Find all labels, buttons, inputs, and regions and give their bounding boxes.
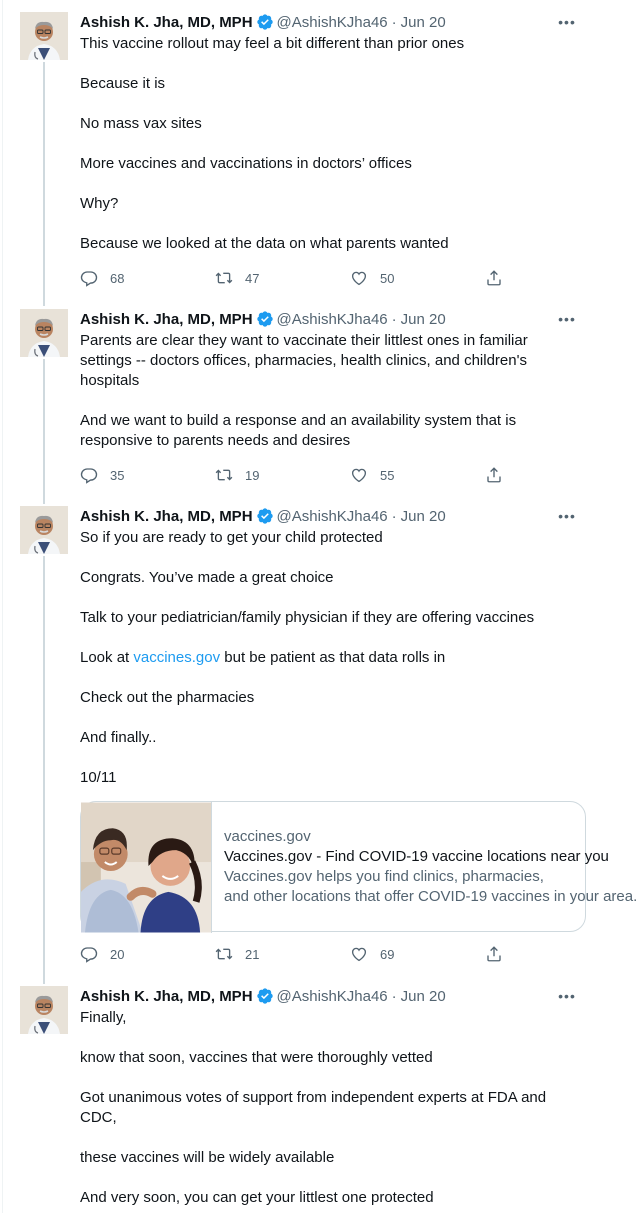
like-count: 50 bbox=[380, 270, 395, 286]
retweet-icon bbox=[215, 466, 233, 484]
link-preview-card[interactable] bbox=[80, 801, 637, 932]
tweet-text bbox=[80, 34, 557, 254]
tweet-header bbox=[80, 506, 577, 526]
reply-count: 35 bbox=[110, 467, 125, 483]
verified-badge-icon bbox=[256, 310, 274, 328]
retweet-icon bbox=[215, 945, 233, 963]
tweet-paragraph: Because it is bbox=[80, 75, 166, 92]
reply-count: 20 bbox=[110, 946, 125, 962]
author-handle[interactable]: @AshishKJha46 bbox=[276, 310, 388, 328]
reply-icon bbox=[80, 466, 98, 484]
tweet-paragraph: No mass vax sites bbox=[80, 115, 202, 132]
tweet-text bbox=[80, 331, 549, 451]
look-at-prefix: Look at bbox=[80, 649, 134, 666]
share-icon bbox=[485, 269, 503, 287]
share-button[interactable] bbox=[485, 945, 515, 963]
tweet-paragraph bbox=[80, 648, 587, 668]
author-name[interactable]: Ashish K. Jha, MD, MPH bbox=[80, 13, 253, 31]
retweet-button[interactable] bbox=[215, 945, 259, 963]
tweet-date[interactable]: Jun 20 bbox=[400, 13, 446, 31]
share-icon bbox=[485, 466, 503, 484]
tweet[interactable] bbox=[0, 309, 597, 494]
tweet[interactable] bbox=[0, 12, 597, 297]
retweet-count: 21 bbox=[245, 946, 260, 962]
tweet-header bbox=[80, 309, 577, 329]
tweet-paragraph: And finally.. bbox=[80, 729, 157, 746]
verified-badge-icon bbox=[256, 13, 274, 31]
card-title: Vaccines.gov - Find COVID-19 vaccine locations near you bbox=[224, 847, 609, 865]
tweet-date[interactable]: Jun 20 bbox=[400, 310, 446, 328]
tweet-paragraph: Check out the pharmacies bbox=[80, 689, 255, 706]
tweet-paragraph: Because we looked at the data on what parents wanted bbox=[80, 235, 449, 252]
look-at-suffix: but be patient as that data rolls in bbox=[220, 649, 446, 666]
reply-icon bbox=[80, 945, 98, 963]
verified-badge-icon bbox=[256, 987, 274, 1005]
tweet-header bbox=[80, 12, 577, 32]
like-icon bbox=[350, 269, 368, 287]
tweet-text bbox=[80, 528, 587, 788]
tweet-paragraph: So if you are ready to get your child protected bbox=[80, 529, 383, 546]
separator-dot: · bbox=[391, 507, 397, 525]
profile-photo bbox=[20, 986, 68, 1034]
author-name[interactable]: Ashish K. Jha, MD, MPH bbox=[80, 987, 253, 1005]
more-options-icon[interactable]: ••• bbox=[558, 14, 576, 30]
tweet-paragraph: Why? bbox=[80, 195, 119, 212]
like-button[interactable] bbox=[350, 945, 394, 963]
tweet-paragraph: More vaccines and vaccinations in doctors’ offices bbox=[80, 155, 412, 172]
retweet-button[interactable] bbox=[215, 466, 259, 484]
avatar[interactable] bbox=[20, 506, 68, 554]
verified-badge-icon bbox=[256, 507, 274, 525]
separator-dot: · bbox=[391, 13, 397, 31]
retweet-count: 19 bbox=[245, 467, 260, 483]
vaccines-gov-link[interactable]: vaccines.gov bbox=[133, 649, 221, 666]
more-options-icon[interactable]: ••• bbox=[558, 311, 576, 327]
author-handle[interactable]: @AshishKJha46 bbox=[276, 507, 388, 525]
retweet-button[interactable] bbox=[215, 269, 259, 287]
reply-button[interactable] bbox=[80, 466, 124, 484]
avatar[interactable] bbox=[20, 309, 68, 357]
more-options-icon[interactable]: ••• bbox=[558, 988, 576, 1004]
reply-button[interactable] bbox=[80, 945, 124, 963]
like-count: 69 bbox=[380, 946, 395, 962]
separator-dot: · bbox=[391, 987, 397, 1005]
more-options-icon[interactable]: ••• bbox=[558, 508, 576, 524]
like-button[interactable] bbox=[350, 269, 394, 287]
card-description-line: Vaccines.gov helps you find clinics, pharmacies, bbox=[224, 867, 544, 885]
retweet-icon bbox=[215, 269, 233, 287]
like-icon bbox=[350, 466, 368, 484]
author-handle[interactable]: @AshishKJha46 bbox=[276, 987, 388, 1005]
separator-dot: · bbox=[391, 310, 397, 328]
reply-count: 68 bbox=[110, 270, 125, 286]
card-thumbnail-image bbox=[81, 802, 212, 933]
tweet-paragraph: Finally, bbox=[80, 1009, 127, 1026]
share-button[interactable] bbox=[485, 466, 515, 484]
avatar[interactable] bbox=[20, 12, 68, 60]
card-description-line: and other locations that offer COVID-19 vaccines in your area. bbox=[224, 887, 637, 905]
tweet-paragraph: Parents are clear they want to vaccinate their littlest ones in familiar settings -- doctors offices, pharmacies, health clinics, and children's hospitals bbox=[80, 332, 528, 389]
tweet-paragraph: Congrats. You’ve made a great choice bbox=[80, 569, 334, 586]
tweet-paragraph: 10/11 bbox=[80, 769, 117, 786]
avatar[interactable] bbox=[20, 986, 68, 1034]
profile-photo bbox=[20, 12, 68, 60]
tweet-actions bbox=[80, 465, 510, 485]
tweet-paragraph: Got unanimous votes of support from independent experts at FDA and CDC, bbox=[80, 1089, 547, 1126]
tweet-text bbox=[80, 1008, 561, 1208]
tweet-paragraph: And we want to build a response and an availability system that is responsive to parents needs and desires bbox=[80, 412, 517, 449]
profile-photo bbox=[20, 309, 68, 357]
card-description bbox=[224, 867, 637, 907]
author-name[interactable]: Ashish K. Jha, MD, MPH bbox=[80, 310, 253, 328]
reply-button[interactable] bbox=[80, 269, 124, 287]
card-domain: vaccines.gov bbox=[224, 827, 311, 845]
like-button[interactable] bbox=[350, 466, 394, 484]
card-text bbox=[212, 802, 637, 931]
tweet-date[interactable]: Jun 20 bbox=[400, 507, 446, 525]
tweet-header bbox=[80, 986, 577, 1006]
tweet-date[interactable]: Jun 20 bbox=[400, 987, 446, 1005]
like-icon bbox=[350, 945, 368, 963]
tweet-paragraph: Talk to your pediatrician/family physician if they are offering vaccines bbox=[80, 609, 535, 626]
reply-icon bbox=[80, 269, 98, 287]
tweet[interactable] bbox=[0, 506, 637, 971]
author-name[interactable]: Ashish K. Jha, MD, MPH bbox=[80, 507, 253, 525]
share-icon bbox=[485, 945, 503, 963]
retweet-count: 47 bbox=[245, 270, 260, 286]
profile-photo bbox=[20, 506, 68, 554]
tweet-paragraph: these vaccines will be widely available bbox=[80, 1149, 335, 1166]
tweet-actions bbox=[80, 944, 510, 964]
tweet-paragraph: This vaccine rollout may feel a bit different than prior ones bbox=[80, 35, 465, 52]
tweet[interactable] bbox=[0, 986, 597, 1213]
author-handle[interactable]: @AshishKJha46 bbox=[276, 13, 388, 31]
tweet-paragraph: know that soon, vaccines that were thoroughly vetted bbox=[80, 1049, 433, 1066]
tweet-actions bbox=[80, 268, 510, 288]
like-count: 55 bbox=[380, 467, 395, 483]
tweet-paragraph: And very soon, you can get your littlest one protected bbox=[80, 1189, 434, 1206]
share-button[interactable] bbox=[485, 269, 515, 287]
